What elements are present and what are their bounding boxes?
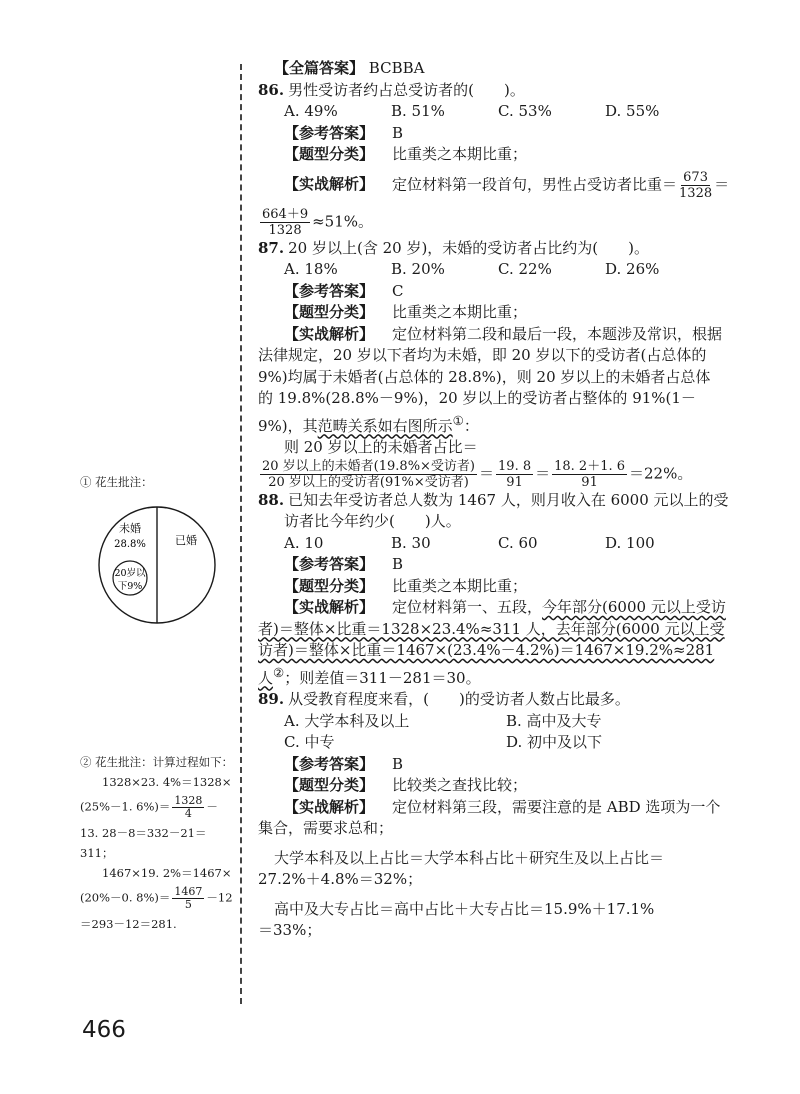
q86-analysis: 【实战解析】 定位材料第一段首句，男性占受访者比重＝ $\frac{673}{1328}$ ＝ [284,169,730,201]
q88-analysis-line: 者)＝整体×比重＝1328×23.4%≈311 人，去年部分(6000 元以上受 [258,619,725,638]
q86-options [258,101,738,123]
q87-option-b: B. 20% [391,260,445,278]
q86-category: 【题型分类】 比重类之本期比重； [284,145,528,163]
q89-options-row1 [258,711,738,733]
q87-option-a: A. 18% [284,260,338,278]
q86-option-d: D. 55% [605,102,660,120]
married-label: 已婚 [175,534,197,547]
marital-status-pie [92,500,222,630]
q87-frac-2: $\frac{19. 8}{91}$ [498,458,532,490]
unmarried-pct: 28.8% [114,539,146,550]
q86-option-c: C. 53% [498,102,552,120]
q88-option-d: D. 100 [605,533,655,552]
q89-category: 【题型分类】 比较类之查找比较； [284,776,528,794]
q89-options-row2 [258,732,738,754]
q87-option-d: D. 26% [605,260,660,278]
q86-option-a: A. 49% [284,102,338,120]
q88-category: 【题型分类】 比重类之本期比重； [284,576,528,595]
note-2-line: 13. 28－8＝332－21＝311； [80,826,207,860]
page-number: 466 [82,1017,126,1043]
q89-option-b: B. 高中及大专 [506,711,602,730]
note-1-title: ① 花生批注： [80,475,153,489]
q87-frac-3: $\frac{18. 2+1. 6}{91}$ [554,458,626,490]
q87-analysis: 【实战解析】 定位材料第二段和最后一段，本题涉及常识，根据 [284,324,723,343]
q86-answer: 【参考答案】 B [284,123,404,142]
note-2-line: (25%－1. 6%)＝ $\frac{1328}{4}$ － [80,794,218,820]
q88-option-c: C. 60 [498,533,538,552]
note-2-title: ② 花生批注：计算过程如下： [80,755,234,769]
q88-analysis-line: 人②；则差值＝311－281＝30。 [258,664,481,687]
q86-option-b: B. 51% [391,102,445,120]
q87-options [258,259,738,281]
q89-calc-line: ＝33%； [258,921,322,939]
q87-analysis-line: 9%)均属于未婚者(占总体的 28.8%)，则 20 岁以上的未婚者占总体 [258,367,711,386]
note-1 [80,472,153,492]
q86-frac-1: $\frac{673}{1328}$ [679,169,713,201]
q87-analysis-line: 的 19.8%(28.8%－9%)，20 岁以上的受访者占整体的 91%(1－ [258,389,696,407]
q89-analysis: 【实战解析】 定位材料第三段，需要注意的是 ABD 选项为一个 [284,797,721,816]
question-88-cont: 访者比今年约少( )人。 [284,512,461,530]
main-column [258,58,738,942]
q87-frac-main: $\frac{\text{20 岁以上的未婚者(19.8\%×受访者)}}{\text{20 岁以上的受访者(91\%×受访者)}}$ [262,458,476,490]
q89-analysis-line: 集合，需要求总和； [258,819,394,837]
q88-analysis: 【实战解析】 定位材料第一、五段，今年部分(6000 元以上受访 [284,598,726,616]
under-20-pct: 下9% [117,581,143,592]
full-answer: 【全篇答案】 BCBBA [274,59,425,77]
note-2-line: (20%－0. 8%)＝ $\frac{1467}{5}$ －12 [80,885,233,911]
q86-frac-2: $\frac{664+9}{1328}$ [262,206,309,238]
q89-option-c: C. 中专 [284,733,335,751]
question-89: 89. 从受教育程度来看，( )的受访者人数占比最多。 [258,690,630,708]
q89-calc-line: 27.2%＋4.8%＝32%； [258,870,423,888]
q89-calc-line: 高中及大专占比＝高中占比＋大专占比＝15.9%＋17.1% [274,899,655,918]
q88-option-a: A. 10 [284,533,324,552]
q88-analysis-line: 访者)＝整体×比重＝1467×(23.4%－4.2%)＝1467×19.2%≈281 [258,641,715,659]
q87-analysis-line: 9%)，其范畴关系如右图所示①： [258,412,479,435]
question-86: 86. 男性受访者约占总受访者的( )。 [258,80,525,99]
question-88: 88. 已知去年受访者总人数为 1467 人，则月收入在 6000 元以上的受 [258,490,729,509]
q89-option-d: D. 初中及以下 [506,733,603,751]
note-2 [80,752,238,934]
q87-analysis-line: 法律规定，20 岁以下者均为未婚，即 20 岁以下的受访者(占总体的 [258,346,707,364]
q87-answer: 【参考答案】 C [284,281,404,300]
column-divider [240,64,242,1004]
note-2-line: 1328×23. 4%＝1328× [102,775,232,789]
question-87: 87. 20 岁以上(含 20 岁)，未婚的受访者占比约为( )。 [258,238,649,257]
unmarried-label: 未婚 [119,522,141,535]
q87-option-c: C. 22% [498,260,552,278]
note-2-line: ＝293－12＝281. [80,917,177,931]
q89-answer: 【参考答案】 B [284,754,404,773]
q88-answer: 【参考答案】 B [284,555,404,573]
q89-option-a: A. 大学本科及以上 [284,711,410,730]
under-20-label: 20岁以 [114,568,146,579]
q87-then: 则 20 岁以上的未婚者占比＝ [284,438,478,456]
q88-option-b: B. 30 [391,533,431,552]
q88-options [258,533,738,555]
q87-formula: $\frac{\text{20 岁以上的未婚者(19.8\%×受访者)}}{\text{20 岁以上的受访者(91\%×受访者)}}$ ＝ $\frac{19. 8}{91}$ ＝ $\frac{18. 2+1. 6}{91}$ ＝22%。 [262,458,693,490]
q86-analysis-cont: $\frac{664+9}{1328}$ ≈51%。 [262,206,374,238]
note-2-line: 1467×19. 2%＝1467× [102,866,232,880]
q87-category: 【题型分类】 比重类之本期比重； [284,303,528,321]
q89-calc-line: 大学本科及以上占比＝大学本科占比＋研究生及以上占比＝ [274,848,665,867]
